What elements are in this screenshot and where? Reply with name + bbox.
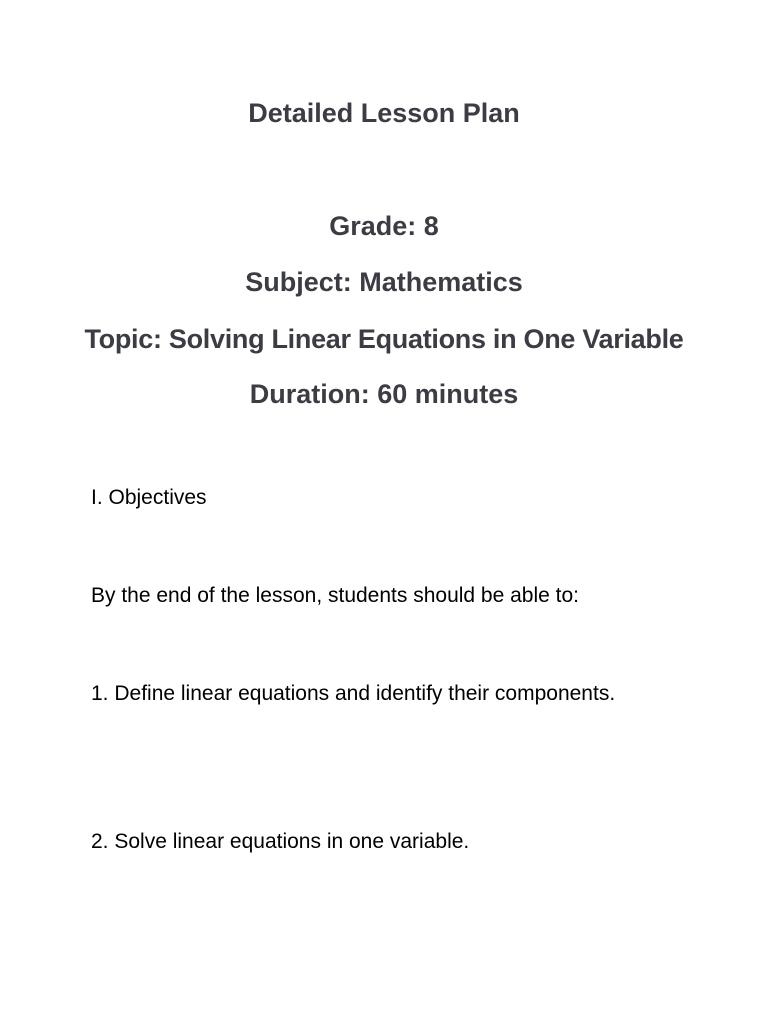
subject-line: Subject: Mathematics xyxy=(245,267,523,297)
objective-item-1: 1. Define linear equations and identify their components. xyxy=(91,682,616,705)
objective-item-2: 2. Solve linear equations in one variable. xyxy=(91,830,470,853)
grade-line: Grade: 8 xyxy=(329,211,439,241)
section-heading-objectives: I. Objectives xyxy=(91,486,207,509)
duration-line: Duration: 60 minutes xyxy=(249,379,519,409)
objectives-intro: By the end of the lesson, students should be able to: xyxy=(91,584,580,607)
topic-line: Topic: Solving Linear Equations in One Variable xyxy=(84,324,684,354)
document-title: Detailed Lesson Plan xyxy=(248,98,520,128)
